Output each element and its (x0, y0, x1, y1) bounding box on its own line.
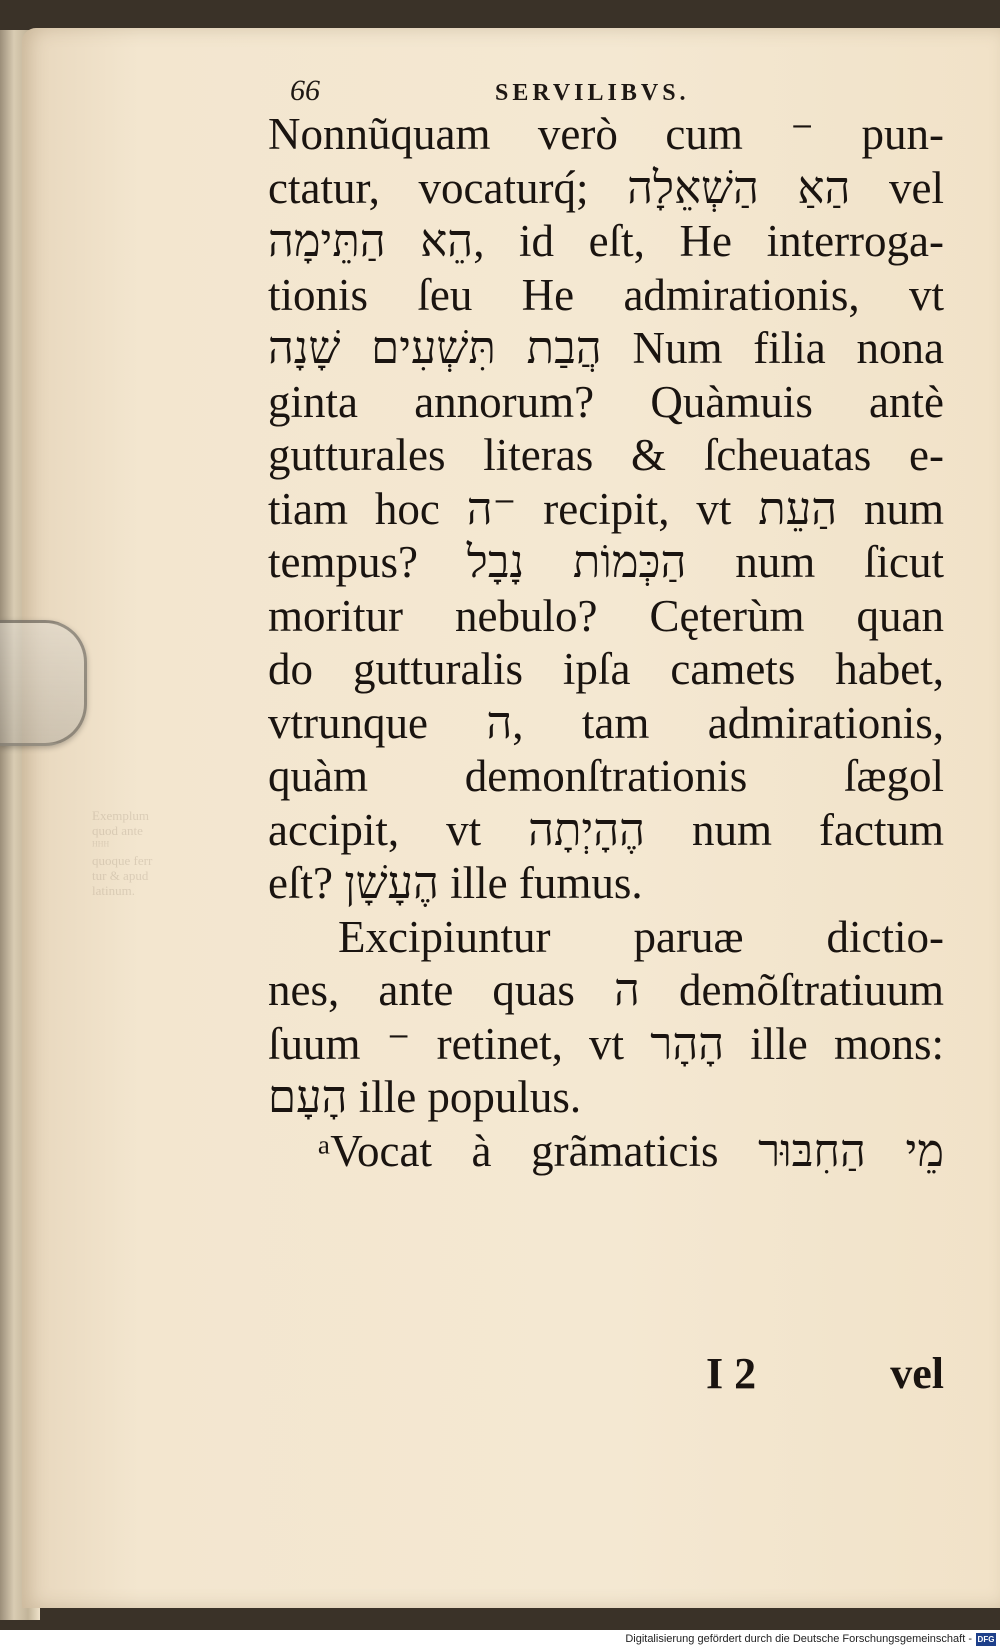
text-line: do gutturalis ipſa camets habet, (268, 644, 944, 694)
text-line: ᵃVocat à grãmaticis מֵי הַחִבּוּר (318, 1125, 944, 1176)
text-line: Excipiuntur paruæ dictio- (338, 911, 944, 962)
text-line: gutturales literas & ſcheuatas e- (268, 430, 944, 480)
text-line: הָעָם ille populus. (268, 1072, 582, 1122)
dfg-logo: DFG (977, 1635, 995, 1644)
text-line: tempus? הַכְּמוֹת נָבָל num ſicut (268, 537, 944, 587)
text-line: accipit, vt הֶהָיְתָה num factum (268, 804, 944, 855)
signature-mark: I 2 (706, 1349, 757, 1398)
bleed-through-note: Exemplum quod ante ᴴᴴᴴ quoque ferr tur & apud latinum. (92, 808, 153, 898)
text-line: vtrunque ה, tam admirationis, (268, 697, 945, 748)
text-line: Nonnũquam verò cum ⁻ pun- (268, 109, 944, 159)
text-line: quàm demonſtrationis ſægol (268, 751, 944, 801)
running-title: SERVILIBVS. (495, 80, 690, 106)
text-line: ſuum ⁻ retinet, vt הָהָר ille mons: (268, 1018, 944, 1069)
text-line: moritur nebulo? Cęterùm quan (268, 590, 944, 641)
signature-line (268, 1348, 944, 1408)
text-line: tiam hoc ה⁻ recipit, vt הַעֵת num (268, 483, 944, 534)
funding-credit: Digitalisierung gefördert durch die Deutsche Forschungsgemeinschaft - (625, 1633, 972, 1645)
text-line: הֲבַת תִּשְׁעִים שָׁנָה Num filia nona (268, 323, 944, 373)
running-head (0, 72, 1000, 112)
catchword: vel (890, 1349, 944, 1398)
page-clip (0, 620, 87, 746)
text-block (268, 108, 944, 1178)
text-line: ginta annorum? Quàmuis antè (268, 376, 944, 427)
text-line: nes, ante quas ה demõſtratiuum (268, 965, 945, 1015)
text-line: eſt? הֶעָשָׁן ille fumus. (268, 858, 643, 908)
footer-strip (0, 1630, 1000, 1650)
text-line: tionis ſeu He admirationis, vt (268, 269, 944, 320)
page-number: 66 (290, 74, 320, 107)
text-line: הֵא הַתֵּימָה, id eſt, He interroga- (268, 216, 944, 266)
text-line: ctatur, vocaturq́; הַאַ הַשְׁאֵלָה vel (268, 162, 945, 213)
